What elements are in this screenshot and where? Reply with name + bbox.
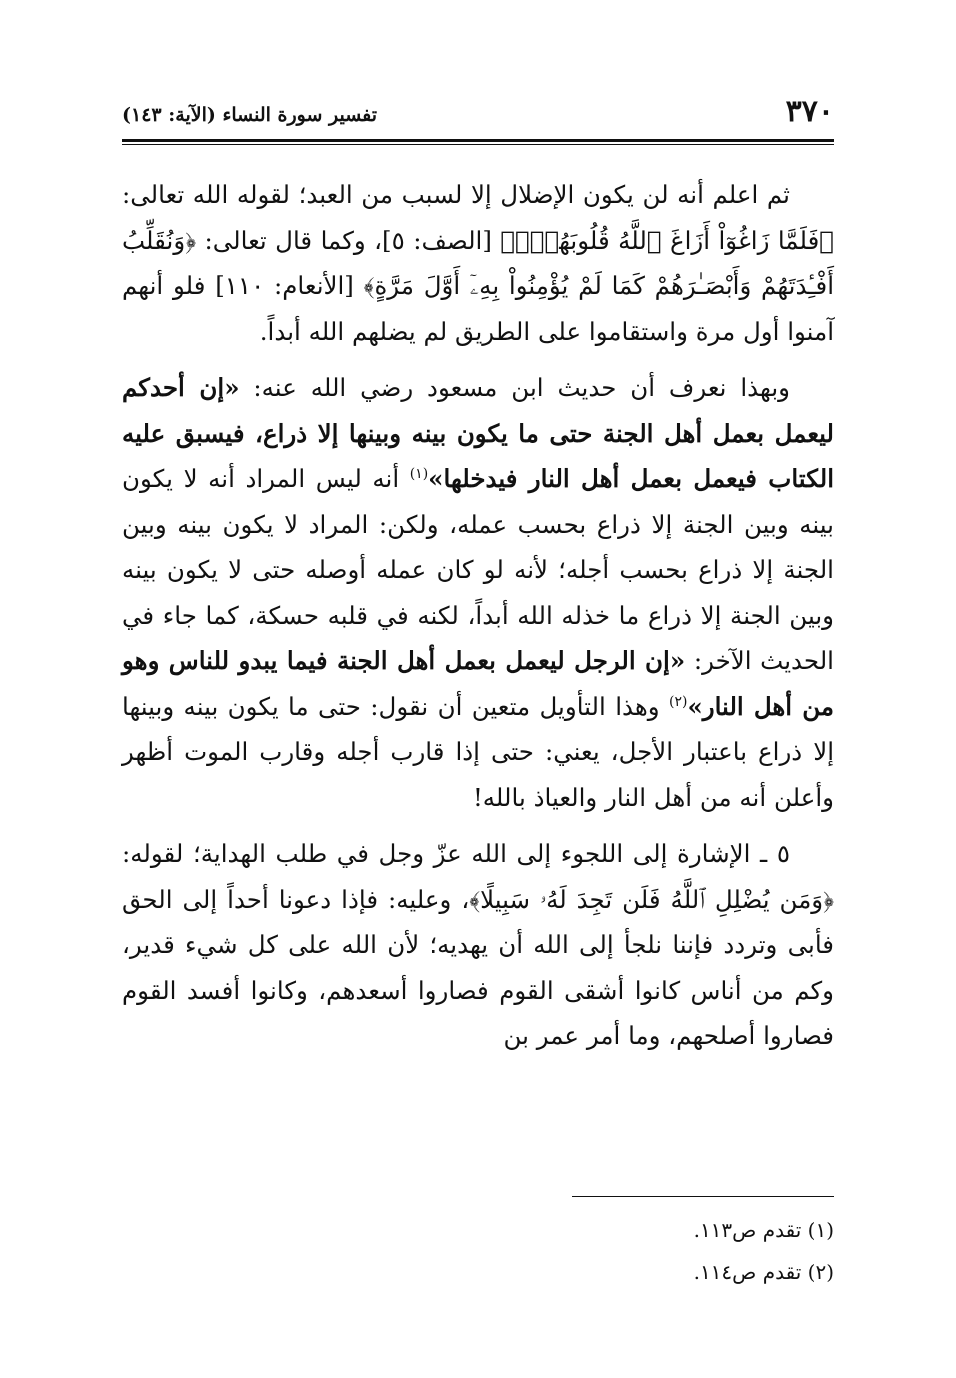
running-title: تفسير سورة النساء (الآية: ١٤٣): [122, 104, 378, 126]
paragraph-text: ثم اعلم أنه لن يكون الإضلال إلا لسبب من العبد؛ لقوله الله تعالى: ﴿فَلَمَّا زَاغُوٓاْ أَزَاغَ ٱللَّهُ قُلُوبَهُمْۚ﴾ [الصف: ٥]، وكما قال تعالى: ﴿وَنُقَلِّبُ أَفْـِٔدَتَهُمْ وَأَبْصَـٰرَهُمْ كَمَا لَمْ يُؤْمِنُواْ بِهِۦٓ أَوَّلَ مَرَّةٍ﴾ [الأنعام: ١١٠] فلو أنهم آمنوا أول مرة واستقاموا على الطريق لم يضلهم الله أبداً.: [122, 180, 834, 346]
paragraph: [122, 172, 834, 354]
paragraph-text: ٥ ـ الإشارة إلى اللجوء إلى الله عزّ وجل في طلب الهداية؛ لقوله: ﴿وَمَن يُضْلِلِ ٱللَّهُ فَلَن تَجِدَ لَهُۥ سَبِيلًا﴾، وعليه: فإذا دعونا أحداً إلى الحق فأبى وتردد فإننا نلجأ إلى الله أن يهديه؛ لأن الله على كل شيء قدير، وكم من أناس كانوا أشقى القوم فصاروا أسعدهم، وكانوا أفسد القوم فصاروا أصلحهم، وما أمر عمر بن: [122, 839, 834, 1050]
page-number: ٣٧٠: [785, 94, 834, 129]
header-divider: [122, 139, 834, 145]
hadith-quote: «إن الرجل ليعمل بعمل أهل الجنة فيما يبدو للناس وهو من أهل النار»: [122, 646, 834, 721]
paragraph-text: وهذا التأويل متعين أن نقول: حتى ما يكون بينه وبينها إلا ذراع باعتبار الأجل، يعني: حتى إذا قارب أجله وقارب الموت أظهر وأعلن أنه من أهل النار والعياذ بالله!: [122, 691, 834, 812]
footnotes: [122, 1212, 834, 1296]
footnote: (١) تقدم ص١١٣.: [693, 1218, 834, 1242]
footnote-divider: [572, 1196, 834, 1197]
paragraph-text: أنه ليس المراد أنه لا يكون بينه وبين الجنة إلا ذراع بحسب عمله، ولكن: المراد لا يكون بينه وبين الجنة إلا ذراع بحسب أجله؛ لأنه لو كان عمله أوصله حتى لا يكون بينه وبين الجنة إلا ذراع ما خذله الله أبداً، لكنه في قلبه حسكة، كما جاء في الحديث الآخر:: [122, 464, 834, 675]
page-header: [122, 92, 834, 132]
hadith-quote: «إن أحدكم ليعمل بعمل أهل الجنة حتى ما يكون بينه وبينها إلا ذراع، فيسبق عليه الكتاب فيعمل بعمل أهل النار فيدخلها»: [122, 373, 835, 493]
body-text: [122, 172, 834, 1070]
footnote-marker: (٢): [668, 693, 688, 710]
paragraph: [122, 365, 834, 820]
footnote: (٢) تقدم ص١١٤.: [693, 1260, 834, 1284]
paragraph-text: وبهذا نعرف أن حديث ابن مسعود رضي الله عنه:: [239, 373, 790, 402]
footnote-marker: (١): [409, 465, 429, 482]
paragraph: [122, 831, 834, 1059]
